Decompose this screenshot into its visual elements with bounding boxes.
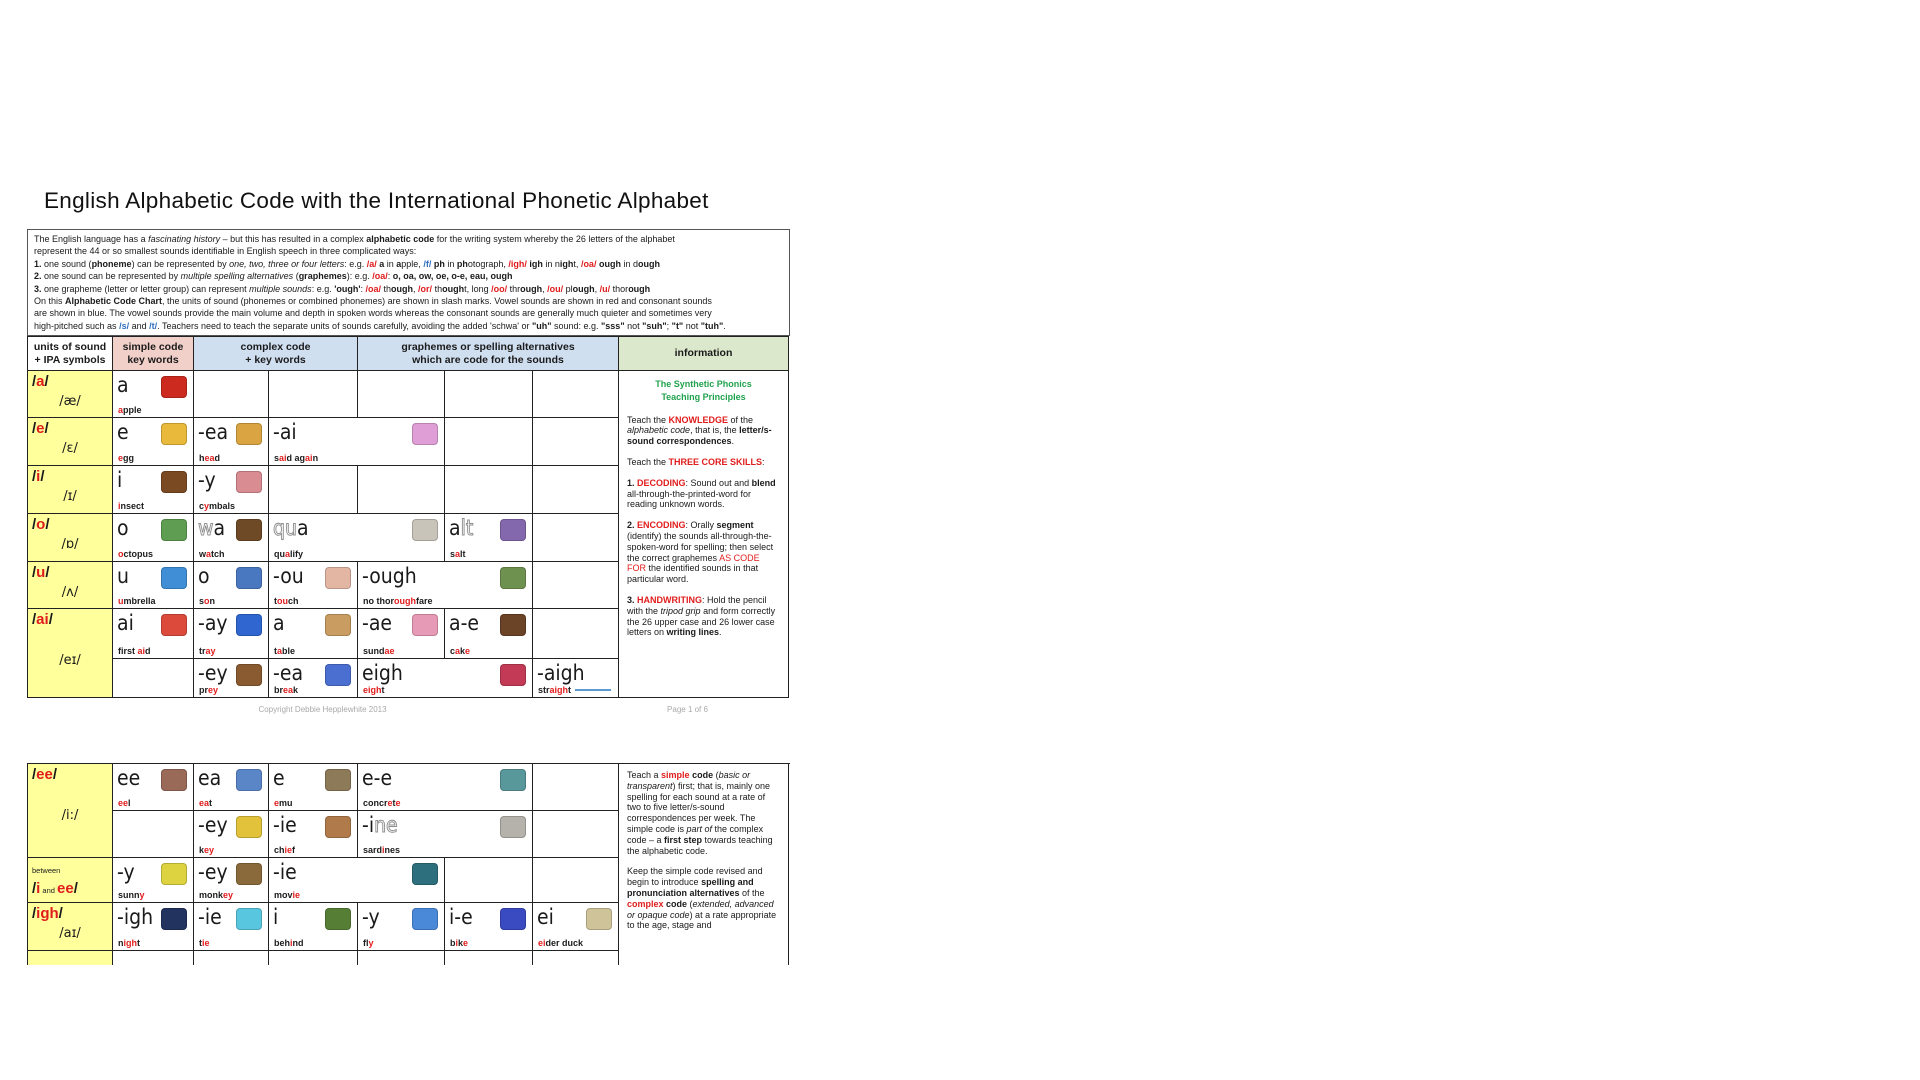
writing-line bbox=[575, 689, 611, 691]
empty-cell bbox=[194, 371, 269, 418]
sound-cell: /e/ /ɛ/ bbox=[28, 418, 113, 466]
sound-cell: between /i and ee/ bbox=[28, 858, 113, 903]
code-cell bbox=[445, 609, 533, 659]
empty-cell bbox=[358, 371, 445, 418]
info-paragraph: 3. HANDWRITING: Hold the pencil with the tripod grip and form correctly the 26 upper case and 26 lower case letters on writing lines. bbox=[627, 594, 776, 638]
code-cell bbox=[113, 371, 194, 418]
key-word-label: sardines bbox=[363, 845, 401, 855]
alphabetic-code-table-page2 bbox=[27, 763, 790, 965]
grapheme: a bbox=[117, 373, 129, 397]
key-word-label: night bbox=[118, 938, 140, 948]
grapheme: e-e bbox=[362, 766, 393, 790]
monkey-image bbox=[236, 863, 262, 885]
empty-cell bbox=[269, 466, 358, 514]
intro-line: 2. one sound can be represented by multiple spelling alternatives (graphemes): e.g. /oa/: o, oa, ow, oe, o-e, eau, ough bbox=[34, 271, 513, 282]
code-cell bbox=[194, 514, 269, 562]
key-word-label: eight bbox=[363, 685, 385, 695]
ipa-symbol: /ɒ/ bbox=[61, 537, 79, 552]
info-paragraph: Teach a simple code (basic or transparent) first; that is, mainly one spelling for each sound at a rate of two to five letter/s-sound correspondences per week. The simple code is part of the complex code – a first step towards teaching the alphabetic code. bbox=[627, 770, 773, 856]
page-title: English Alphabetic Code with the International Phonetic Alphabet bbox=[44, 188, 709, 213]
grapheme: -ey bbox=[198, 661, 228, 685]
key-word-label: prey bbox=[199, 685, 219, 695]
column-header-line: + key words bbox=[245, 353, 306, 366]
grapheme: a-e bbox=[449, 611, 480, 635]
eel-image bbox=[161, 769, 187, 791]
empty-cell bbox=[533, 466, 619, 514]
key-word-label: insect bbox=[118, 501, 145, 511]
sound-cell: /i/ /ɪ/ bbox=[28, 466, 113, 514]
grapheme: o bbox=[198, 564, 210, 588]
grapheme: -aigh bbox=[537, 661, 585, 685]
grapheme: a bbox=[273, 611, 285, 635]
info-paragraph: 1. DECODING: Sound out and blend all-through-the-printed-word for reading unknown words. bbox=[627, 477, 776, 510]
empty-cell bbox=[533, 609, 619, 659]
code-cell bbox=[269, 514, 445, 562]
info-paragraph: Teach the KNOWLEDGE of the alphabetic code, that is, the letter/s-sound correspondences. bbox=[627, 414, 772, 447]
prey-bird-image bbox=[236, 664, 262, 686]
grapheme: -ey bbox=[198, 813, 228, 837]
ipa-symbol: /ʌ/ bbox=[61, 585, 79, 600]
empty-cell bbox=[445, 371, 533, 418]
grapheme: wa bbox=[198, 516, 226, 540]
column-header bbox=[28, 337, 113, 371]
salt-image bbox=[500, 519, 526, 541]
info-paragraph: Keep the simple code revised and begin to introduce spelling and pronunciation alternatives of the complex code (extended, advanced or opaque code) at a rate appropriate to the age, stage and bbox=[627, 866, 777, 931]
key-word-label: tie bbox=[199, 938, 210, 948]
key-word-label: monkey bbox=[199, 890, 234, 900]
chief-image bbox=[325, 816, 351, 838]
code-cell bbox=[358, 562, 533, 609]
grapheme: -ai bbox=[273, 420, 297, 444]
sound-cell: /u/ /ʌ/ bbox=[28, 562, 113, 609]
table-image bbox=[325, 614, 351, 636]
key-word-label: son bbox=[199, 596, 216, 606]
column-header-line: units of sound bbox=[33, 340, 107, 353]
code-cell bbox=[358, 659, 533, 698]
code-cell bbox=[194, 466, 269, 514]
concrete-mixer-image bbox=[500, 769, 526, 791]
grapheme: -igh bbox=[117, 905, 154, 929]
intro-line: high-pitched such as /s/ and /t/. Teachers need to teach the separate units of sounds carefully, avoiding the added 'schwa' or "uh" sound: e.g. "sss" not "suh"; "t" not "tuh". bbox=[34, 320, 726, 331]
sound-cell: /ee/ /i:/ bbox=[28, 764, 113, 858]
column-header bbox=[194, 337, 358, 371]
code-cell bbox=[358, 903, 445, 951]
tie-image bbox=[236, 908, 262, 930]
grapheme: e bbox=[117, 420, 129, 444]
key-word-label: sundae bbox=[363, 646, 395, 656]
info-column bbox=[619, 371, 789, 698]
sardines-image bbox=[500, 816, 526, 838]
intro-line: represent the 44 or so smallest sounds identifiable in English speech in three complicated ways: bbox=[34, 246, 417, 257]
code-cell bbox=[269, 562, 358, 609]
code-cell bbox=[194, 418, 269, 466]
empty-cell bbox=[113, 811, 194, 858]
key-word-label: touch bbox=[274, 596, 299, 606]
grapheme: -ie bbox=[198, 905, 222, 929]
no-thoroughfare-sign-image bbox=[500, 567, 526, 589]
break-pots-image bbox=[325, 664, 351, 686]
column-header-line: key words bbox=[127, 353, 179, 366]
intro-line: 3. one grapheme (letter or letter group) can represent multiple sounds: e.g. 'ough': /oa/ though, /or/ thought, long /oo/ through, /ou/ plough, /u/ thorough bbox=[34, 283, 651, 294]
column-header-line: complex code bbox=[240, 340, 311, 353]
grapheme: -y bbox=[198, 468, 216, 492]
grapheme: ee bbox=[117, 766, 141, 790]
code-cell bbox=[113, 609, 194, 659]
grapheme: qua bbox=[273, 516, 309, 540]
empty-cell bbox=[358, 951, 445, 965]
key-word-label: tray bbox=[199, 646, 216, 656]
ipa-symbol: /ɛ/ bbox=[62, 441, 78, 456]
column-header-line: simple code bbox=[122, 340, 184, 353]
key-word-label: eel bbox=[118, 798, 131, 808]
key-word-label: bike bbox=[450, 938, 469, 948]
code-cell bbox=[194, 764, 269, 811]
code-cell bbox=[194, 609, 269, 659]
touch-image bbox=[325, 567, 351, 589]
empty-cell bbox=[533, 371, 619, 418]
key-word-label: said again bbox=[274, 453, 319, 463]
emu-image bbox=[325, 769, 351, 791]
code-cell bbox=[269, 903, 358, 951]
empty-cell bbox=[445, 858, 533, 903]
key-image bbox=[236, 816, 262, 838]
empty-cell bbox=[533, 811, 619, 858]
key-word-label: cake bbox=[450, 646, 471, 656]
empty-cell bbox=[194, 951, 269, 965]
info-paragraph: 2. ENCODING: Orally segment (identify) the sounds all-through-the-spoken-word for spelling; then select the correct graphemes AS CODE FOR the identified sounds in that particular word. bbox=[627, 520, 774, 585]
grapheme: -ie bbox=[273, 860, 297, 884]
empty-cell bbox=[533, 562, 619, 609]
empty-cell bbox=[269, 371, 358, 418]
grapheme: i bbox=[117, 468, 123, 492]
code-cell bbox=[113, 764, 194, 811]
code-cell bbox=[358, 811, 533, 858]
octopus-image bbox=[161, 519, 187, 541]
intro-line: 1. one sound (phoneme) can be represented by one, two, three or four letters: e.g. /a/ a in apple, /f/ ph in photograph, /igh/ igh in night, /oa/ ough in dough bbox=[34, 258, 660, 269]
key-word-label: movie bbox=[274, 890, 301, 900]
grapheme: alt bbox=[449, 516, 474, 540]
tray-image bbox=[236, 614, 262, 636]
grapheme: ea bbox=[198, 766, 222, 790]
code-cell bbox=[194, 858, 269, 903]
code-cell bbox=[533, 903, 619, 951]
empty-cell bbox=[445, 418, 533, 466]
column-header-line: information bbox=[674, 347, 733, 359]
code-cell bbox=[194, 903, 269, 951]
ipa-symbol: /ɪ/ bbox=[63, 489, 77, 504]
empty-cell bbox=[533, 951, 619, 965]
cymbals-image bbox=[236, 471, 262, 493]
key-word-label: watch bbox=[199, 549, 225, 559]
night-image bbox=[161, 908, 187, 930]
code-cell bbox=[113, 562, 194, 609]
apple-image bbox=[161, 376, 187, 398]
info-paragraph: Teaching Principles bbox=[661, 391, 746, 402]
grapheme: ei bbox=[537, 905, 554, 929]
grapheme: e bbox=[273, 766, 285, 790]
son-image bbox=[236, 567, 262, 589]
ipa-symbol: /æ/ bbox=[59, 394, 81, 409]
empty-cell bbox=[113, 659, 194, 698]
cake-image bbox=[500, 614, 526, 636]
key-word-label: octopus bbox=[118, 549, 154, 559]
column-header-line: + IPA symbols bbox=[34, 353, 106, 366]
alphabetic-code-table-page1 bbox=[27, 336, 789, 698]
ipa-symbol: /aɪ/ bbox=[59, 926, 81, 941]
key-word-label: concrete bbox=[363, 798, 401, 808]
grapheme: -ough bbox=[362, 564, 417, 588]
grapheme: -ie bbox=[273, 813, 297, 837]
grapheme: -ea bbox=[273, 661, 304, 685]
sunny-image bbox=[161, 863, 187, 885]
grapheme: -ou bbox=[273, 564, 304, 588]
fly-image bbox=[412, 908, 438, 930]
column-header-line: which are code for the sounds bbox=[412, 353, 564, 366]
grapheme: -ay bbox=[198, 611, 228, 635]
key-word-label: straight bbox=[538, 685, 611, 695]
first-aid-kit-image bbox=[161, 614, 187, 636]
behind-tree-image bbox=[325, 908, 351, 930]
key-word-label: egg bbox=[118, 453, 135, 463]
sound-cell: /a/ /æ/ bbox=[28, 371, 113, 418]
info-column bbox=[619, 764, 789, 965]
code-cell bbox=[269, 418, 445, 466]
empty-cell bbox=[533, 764, 619, 811]
grapheme: u bbox=[117, 564, 129, 588]
ipa-symbol: /i:/ bbox=[61, 808, 79, 823]
key-word-label: head bbox=[199, 453, 221, 463]
grapheme: -ea bbox=[198, 420, 229, 444]
code-cell bbox=[194, 811, 269, 858]
code-cell bbox=[533, 659, 619, 698]
intro-box bbox=[27, 229, 790, 336]
said-again-image bbox=[412, 423, 438, 445]
key-word-label: break bbox=[274, 685, 299, 695]
code-cell bbox=[194, 562, 269, 609]
info-paragraph: The Synthetic Phonics bbox=[655, 379, 752, 389]
code-cell bbox=[113, 858, 194, 903]
key-word-label: chief bbox=[274, 845, 296, 855]
column-header bbox=[113, 337, 194, 371]
grapheme: i-e bbox=[449, 905, 473, 929]
grapheme: eigh bbox=[362, 661, 403, 685]
code-cell bbox=[358, 764, 533, 811]
sound-cell: /igh/ /aɪ/ bbox=[28, 903, 113, 951]
empty-cell bbox=[533, 418, 619, 466]
code-cell bbox=[269, 609, 358, 659]
empty-cell bbox=[533, 858, 619, 903]
grapheme: o bbox=[117, 516, 129, 540]
key-word-label: eider duck bbox=[538, 938, 584, 948]
key-word-label: no thoroughfare bbox=[363, 596, 433, 606]
eider-duck-image bbox=[586, 908, 612, 930]
empty-cell bbox=[113, 951, 194, 965]
sound-cell: /ai/ /eɪ/ bbox=[28, 609, 113, 698]
code-cell bbox=[269, 764, 358, 811]
grapheme: -y bbox=[362, 905, 380, 929]
umbrella-image bbox=[161, 567, 187, 589]
page2-clip bbox=[27, 763, 790, 965]
code-cell bbox=[445, 903, 533, 951]
info-paragraph: Teach the THREE CORE SKILLS: bbox=[627, 456, 765, 467]
code-cell bbox=[445, 514, 533, 562]
insect-image bbox=[161, 471, 187, 493]
head-image bbox=[236, 423, 262, 445]
footer-page-number: Page 1 of 6 bbox=[667, 705, 708, 714]
empty-cell bbox=[533, 514, 619, 562]
ipa-symbol: /eɪ/ bbox=[59, 653, 81, 668]
key-word-label: table bbox=[274, 646, 296, 656]
qualify-scroll-image bbox=[412, 519, 438, 541]
key-word-label: salt bbox=[450, 549, 466, 559]
key-word-label: first aid bbox=[118, 646, 151, 656]
key-word-label: apple bbox=[118, 405, 142, 415]
code-cell bbox=[113, 903, 194, 951]
grapheme: -ine bbox=[362, 813, 398, 837]
key-word-label: qualify bbox=[274, 549, 304, 559]
sound-cell bbox=[28, 951, 113, 965]
key-word-label: emu bbox=[274, 798, 293, 808]
code-cell bbox=[194, 659, 269, 698]
sound-cell: /o/ /ɒ/ bbox=[28, 514, 113, 562]
key-word-label: sunny bbox=[118, 890, 145, 900]
grapheme: -y bbox=[117, 860, 135, 884]
empty-cell bbox=[358, 466, 445, 514]
eat-image bbox=[236, 769, 262, 791]
code-cell bbox=[113, 418, 194, 466]
grapheme: -ae bbox=[362, 611, 393, 635]
eight-flowers-image bbox=[500, 664, 526, 686]
code-cell bbox=[358, 609, 445, 659]
code-cell bbox=[113, 514, 194, 562]
watch-image bbox=[236, 519, 262, 541]
empty-cell bbox=[445, 951, 533, 965]
key-word-label: key bbox=[199, 845, 215, 855]
empty-cell bbox=[445, 466, 533, 514]
bike-image bbox=[500, 908, 526, 930]
code-cell bbox=[269, 858, 445, 903]
key-word-label: eat bbox=[199, 798, 213, 808]
column-header-line: graphemes or spelling alternatives bbox=[401, 340, 575, 353]
footer-copyright: Copyright Debbie Hepplewhite 2013 bbox=[258, 705, 387, 714]
sundae-image bbox=[412, 614, 438, 636]
column-header bbox=[358, 337, 619, 371]
intro-line: are shown in blue. The vowel sounds provide the main volume and depth in spoken words whereas the consonant sounds are generally much quieter and sometimes very bbox=[34, 308, 712, 319]
grapheme: i bbox=[273, 905, 279, 929]
key-word-label: umbrella bbox=[118, 596, 156, 606]
empty-cell bbox=[269, 951, 358, 965]
key-word-label: behind bbox=[274, 938, 304, 948]
intro-line: On this Alphabetic Code Chart, the units of sound (phonemes or combined phonemes) are shown in slash marks. Vowel sounds are shown in red and consonant sounds bbox=[34, 296, 712, 307]
grapheme: -ey bbox=[198, 860, 228, 884]
intro-line: The English language has a fascinating history – but this has resulted in a complex alphabetic code for the writing system whereby the 26 letters of the alphabet bbox=[34, 234, 675, 244]
movie-image bbox=[412, 863, 438, 885]
key-word-label: cymbals bbox=[199, 501, 236, 511]
grapheme: ai bbox=[117, 611, 134, 635]
column-header bbox=[619, 337, 789, 371]
code-cell bbox=[113, 466, 194, 514]
key-word-label: fly bbox=[363, 938, 374, 948]
egg-image bbox=[161, 423, 187, 445]
code-cell bbox=[269, 811, 358, 858]
code-cell bbox=[269, 659, 358, 698]
